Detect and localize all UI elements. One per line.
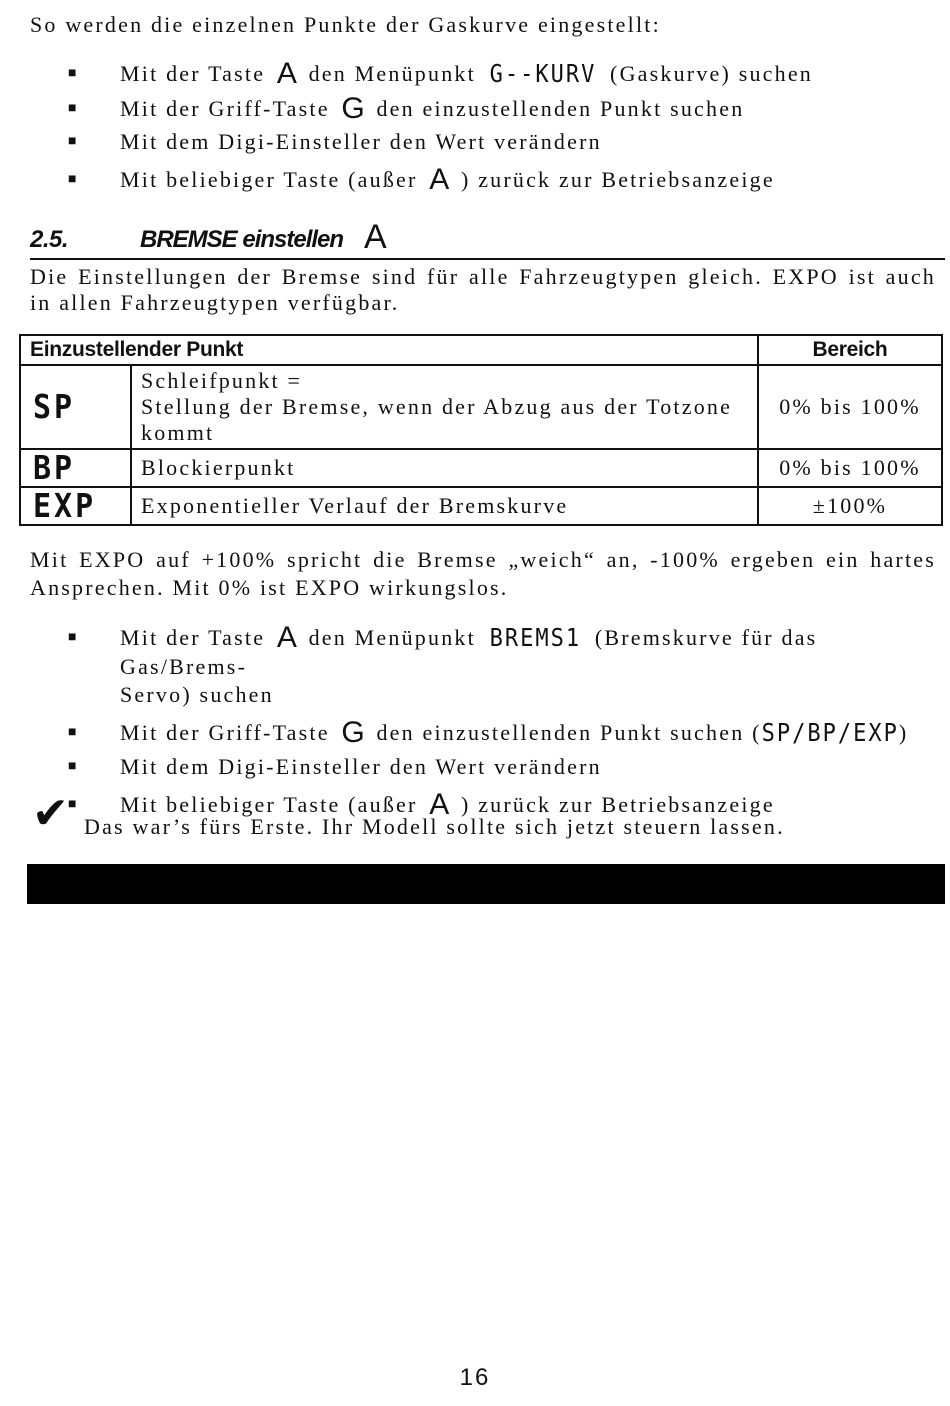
bullet-icon: ■ <box>68 797 79 812</box>
row-description: Exponentieller Verlauf der Bremskurve <box>131 487 758 525</box>
black-bar-divider <box>27 864 945 904</box>
bullet-icon: ■ <box>68 134 79 149</box>
lcd-menu-brems1: BREMS1 <box>489 624 582 653</box>
key-a-label: A <box>429 163 450 196</box>
header-point: Einzustellender Punkt <box>20 335 758 365</box>
header-range: Bereich <box>758 335 942 365</box>
table-header-row <box>20 335 942 365</box>
key-a-label: A <box>276 621 297 654</box>
table-row <box>20 487 942 525</box>
row-description: Blockierpunkt <box>131 449 758 487</box>
gas-curve-steps <box>0 57 950 200</box>
step-text: ) <box>898 720 909 745</box>
bullet-icon: ■ <box>68 66 79 81</box>
section-description: Die Einstellungen der Bremse sind für alle Fahrzeugtypen gleich. EXPO ist auch in allen Fahrzeugtypen verfügbar. <box>30 264 936 315</box>
step-text: (Gaskurve) suchen <box>610 61 813 86</box>
list-item <box>0 716 950 749</box>
table-row <box>20 449 942 487</box>
step-text: ) zurück zur Betriebsanzeige <box>460 167 775 192</box>
checkmark-icon: ✔ <box>32 788 69 839</box>
key-g-label: G <box>341 716 365 749</box>
row-range: ±100% <box>758 487 942 525</box>
row-range: 0% bis 100% <box>758 449 942 487</box>
list-item <box>0 92 950 125</box>
list-item <box>0 621 950 709</box>
bullet-icon: ■ <box>68 101 79 116</box>
page-number: 16 <box>459 1364 491 1391</box>
bullet-icon: ■ <box>68 172 79 187</box>
section-number: 2.5. <box>30 226 69 253</box>
lcd-symbol: SP <box>20 365 131 449</box>
step-text: Mit der Griff-Taste <box>120 720 330 745</box>
step-text: den einzustellenden Punkt suchen ( <box>376 720 762 745</box>
step-text: Mit beliebiger Taste (außer <box>120 167 418 192</box>
list-item <box>0 128 950 156</box>
lcd-symbol: BP <box>20 449 131 487</box>
section-title: BREMSE einstellen <box>140 226 344 253</box>
step-text: Mit der Taste <box>120 625 266 650</box>
step-text: Mit dem Digi-Einsteller den Wert verändern <box>120 754 602 779</box>
list-item <box>0 163 950 196</box>
brake-steps <box>0 621 950 825</box>
table-row <box>20 365 942 449</box>
step-text: den einzustellenden Punkt suchen <box>376 96 745 121</box>
step-text: den Menüpunkt <box>308 625 476 650</box>
closing-note: Das war’s fürs Erste. Ihr Modell sollte sich jetzt steuern lassen. <box>84 814 785 839</box>
bullet-icon: ■ <box>68 630 79 645</box>
key-a-label: A <box>429 788 450 821</box>
bullet-icon: ■ <box>68 725 79 740</box>
lcd-points: SP/BP/EXP <box>761 719 899 748</box>
settings-table <box>19 334 943 526</box>
step-text: Mit dem Digi-Einsteller den Wert verändern <box>120 129 602 154</box>
lcd-symbol: EXP <box>20 487 131 525</box>
step-text: den Menüpunkt <box>308 61 476 86</box>
list-item <box>0 57 950 90</box>
step-text: Mit der Griff-Taste <box>120 96 330 121</box>
intro-text: So werden die einzelnen Punkte der Gaskurve eingestellt: <box>30 12 661 37</box>
key-a-label: A <box>364 218 387 256</box>
step-text-continued: Servo) suchen <box>120 682 274 707</box>
lcd-menu-gkurv: G--KURV <box>489 60 597 89</box>
key-a-label: A <box>276 57 297 90</box>
section-heading <box>30 218 945 260</box>
key-g-label: G <box>341 92 365 125</box>
row-range: 0% bis 100% <box>758 365 942 449</box>
expo-paragraph: Mit EXPO auf +100% spricht die Bremse „weich“ an, -100% ergeben ein hartes Ansprechen. Mit 0% ist EXPO wirkungslos. <box>30 547 936 600</box>
step-text: (Bremskurve für das Gas/Brems- <box>120 625 818 679</box>
step-text: ) zurück zur Betriebsanzeige <box>460 792 775 817</box>
step-text: Mit beliebiger Taste (außer <box>120 792 418 817</box>
list-item <box>0 753 950 781</box>
bullet-icon: ■ <box>68 759 79 774</box>
step-text: Mit der Taste <box>120 61 266 86</box>
row-description: Schleifpunkt = Stellung der Bremse, wenn der Abzug aus der Totzone kommt <box>131 365 758 449</box>
